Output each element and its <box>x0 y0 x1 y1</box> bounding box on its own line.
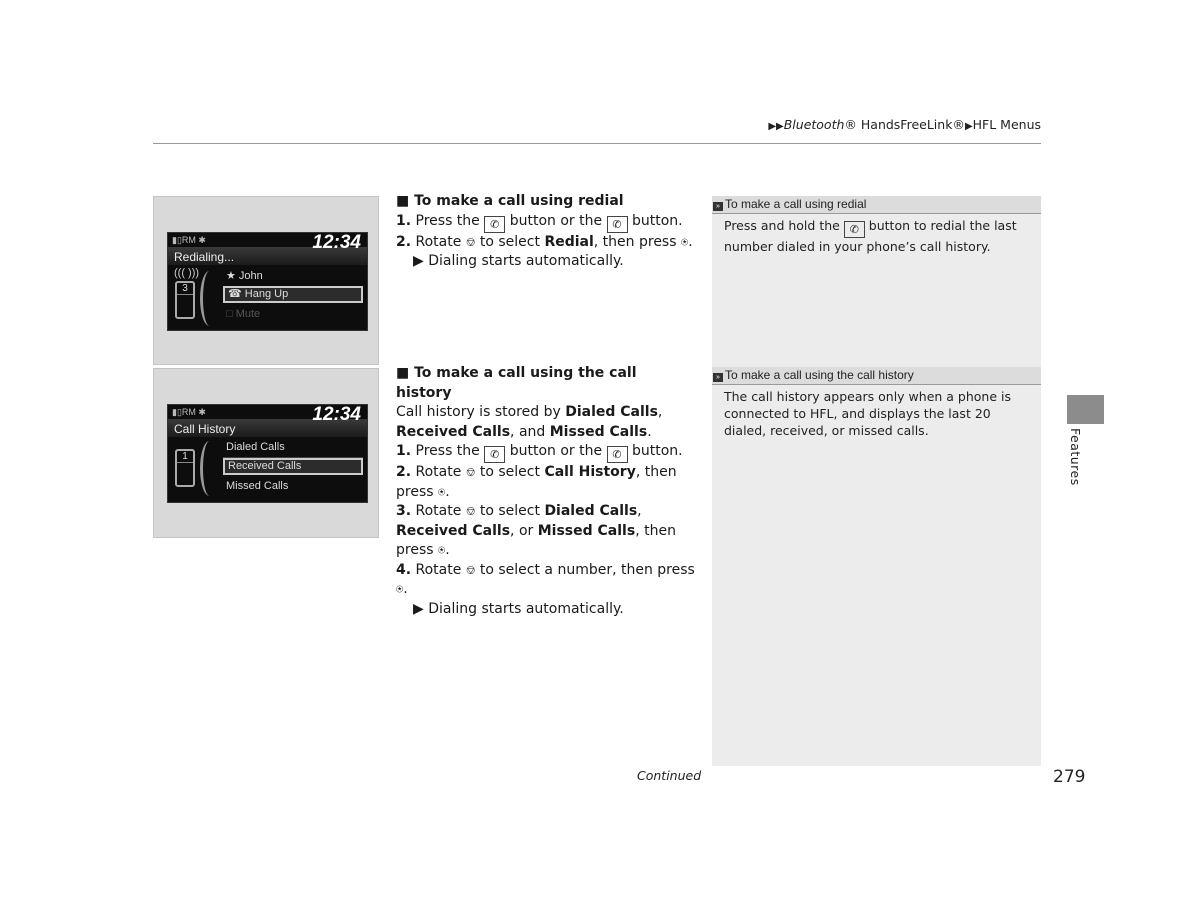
interface-dial-icon: ⎊ <box>465 562 476 577</box>
step-1: 1. Press the ✆ button or the ✆ button. <box>396 212 683 231</box>
note-history-header: » To make a call using the call history <box>712 367 1041 385</box>
result-arrow-icon: ▶ <box>413 253 424 269</box>
menu-item-contact: ★ John <box>226 270 263 282</box>
screen-title: Redialing... <box>174 250 235 264</box>
redial-display-screen <box>167 232 368 331</box>
interface-dial-press-icon: ⍟ <box>438 484 446 499</box>
step-3: 3. Rotate ⎊ to select Dialed Calls, Received Calls, or Missed Calls, then press ⍟. <box>396 502 696 561</box>
menu-item-mute: □ Mute <box>226 308 261 320</box>
menu-item-missed-calls: Missed Calls <box>226 480 289 492</box>
interface-dial-icon: ⎊ <box>465 504 476 518</box>
breadcrumb-arrow-icon: ▶ <box>964 121 973 132</box>
sidebar-notes-background <box>712 196 1041 766</box>
phone-pickup-icon: ✆ <box>484 216 505 233</box>
note-redial-body: Press and hold the ✆ button to redial the last number dialed in your phone’s call history. <box>724 218 1017 254</box>
screen-title: Call History <box>174 422 236 436</box>
clock: 12:34 <box>312 232 361 253</box>
interface-dial-icon: ⎊ <box>465 234 476 249</box>
note-marker-icon: » <box>713 202 723 211</box>
phone-icon: 3 <box>175 281 195 319</box>
step-2: 2. Rotate ⎊ to select Redial, then press ⍟. <box>396 233 696 253</box>
intro: Call history is stored by Dialed Calls, Received Calls, and Missed Calls. <box>396 404 663 440</box>
menu-item-dialed-calls: Dialed Calls <box>226 441 285 453</box>
note-redial-header: » To make a call using redial <box>712 196 1041 214</box>
step-2: 2. Rotate ⎊ to select Call History, then press ⍟. <box>396 463 696 502</box>
menu-item-hang-up: ☎ Hang Up <box>223 286 363 303</box>
continued-label: Continued <box>637 768 702 783</box>
menu-item-received-calls: Received Calls <box>223 458 363 475</box>
section-tab <box>1067 395 1104 424</box>
header-rule <box>153 143 1041 144</box>
section-tab-label: Features <box>1068 428 1083 486</box>
redial-instructions <box>396 192 696 272</box>
phone-pickup-icon: ✆ <box>484 446 505 463</box>
interface-dial-press-icon: ⍟ <box>438 543 446 557</box>
section-heading: ■ To make a call using redial <box>396 193 624 209</box>
section-heading: ■ To make a call using the call history <box>396 365 637 401</box>
phone-icon: 1 <box>175 449 195 487</box>
square-bullet-icon: ■ <box>396 193 410 209</box>
call-history-instructions <box>396 364 696 619</box>
phone-talk-icon: ✆ <box>844 221 865 238</box>
page-number: 279 <box>1053 767 1086 787</box>
call-history-screen-panel <box>153 368 379 538</box>
result-line: ▶ Dialing starts automatically. <box>413 600 624 617</box>
note-history-body: The call history appears only when a phone is connected to HFL, and displays the last 20 dialed, received, or missed calls. <box>724 389 1011 438</box>
interface-dial-press-icon: ⍟ <box>680 234 689 249</box>
interface-dial-press-icon: ⍟ <box>396 582 404 596</box>
result-line: ▶ Dialing starts automatically. <box>413 253 624 269</box>
status-icons: ▮▯RM ✱ <box>172 235 206 245</box>
step-4: 4. Rotate ⎊ to select a number, then press ⍟. <box>396 561 696 600</box>
redial-screen-panel <box>153 196 379 365</box>
breadcrumb-hfl-menus: HFL Menus <box>972 117 1041 132</box>
signal-waves-icon: ((( ))) <box>174 267 200 279</box>
square-bullet-icon: ■ <box>396 365 410 381</box>
interface-dial-icon: ⎊ <box>465 465 476 479</box>
breadcrumb-arrow-icon: ▶▶ <box>768 121 784 132</box>
call-history-display-screen <box>167 404 368 503</box>
arc-decoration <box>200 441 219 496</box>
phone-talk-icon: ✆ <box>607 446 628 463</box>
breadcrumb-bluetooth: Bluetooth <box>783 117 845 132</box>
step-1: 1. Press the ✆ button or the ✆ button. <box>396 443 683 461</box>
clock: 12:34 <box>312 404 361 425</box>
arc-decoration <box>200 271 219 326</box>
breadcrumb <box>768 117 1041 132</box>
result-arrow-icon: ▶ <box>413 600 424 617</box>
phone-talk-icon: ✆ <box>607 216 628 233</box>
registered-mark: ® <box>844 117 857 132</box>
note-marker-icon: » <box>713 373 723 382</box>
breadcrumb-handsfreelink: HandsFreeLink® <box>856 117 965 132</box>
status-icons: ▮▯RM ✱ <box>172 407 206 417</box>
